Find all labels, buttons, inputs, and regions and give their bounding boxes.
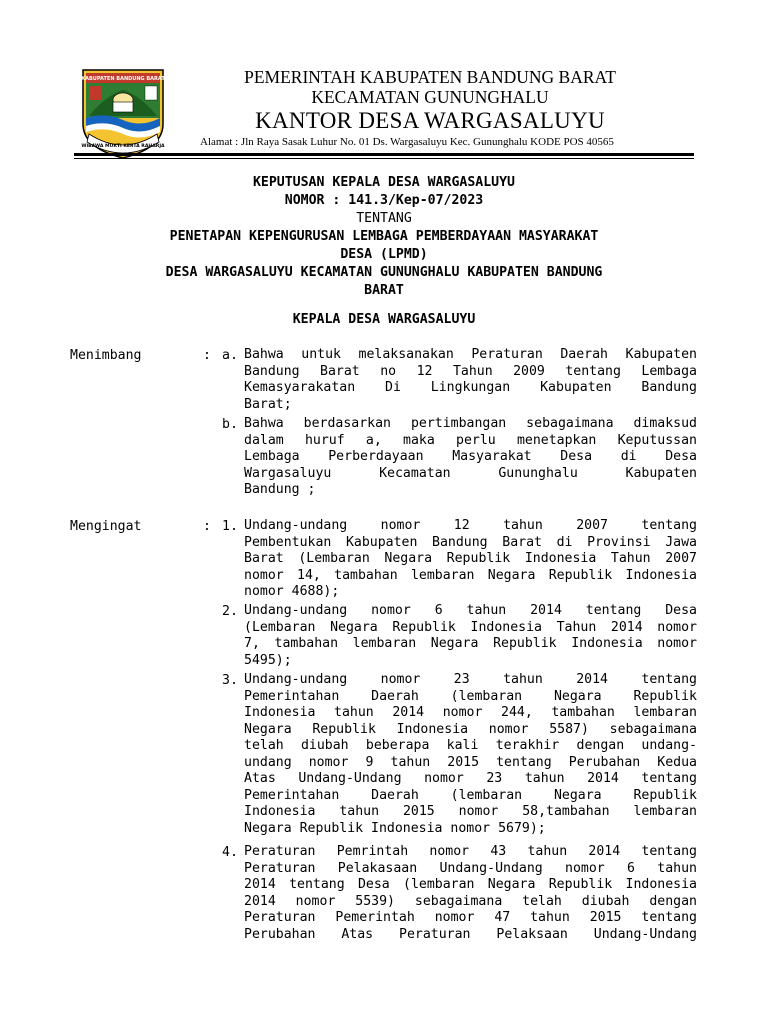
menimbang-colon: : bbox=[203, 348, 211, 363]
text-line: Lembaga Perberdayaan Masyarakat Desa di Desa bbox=[244, 449, 697, 464]
menimbang-item-marker: a. bbox=[222, 348, 238, 363]
mengingat-item-marker: 3. bbox=[222, 673, 238, 688]
mengingat-item-text bbox=[244, 672, 697, 837]
text-line: telah diubah beberapa kali terakhir dengan undang- bbox=[244, 738, 697, 753]
decree-subject-line-4: BARAT bbox=[364, 283, 404, 298]
mengingat-item-text bbox=[244, 603, 697, 669]
decree-subject-line-3: DESA WARGASALUYU KECAMATAN GUNUNGHALU KABUPATEN BANDUNG bbox=[165, 265, 603, 280]
text-line: nomor 14, tambahan lembaran Negara Republik Indonesia bbox=[244, 567, 697, 583]
text-line: nomor 4688); bbox=[244, 584, 340, 599]
mengingat-item-marker: 4. bbox=[222, 845, 238, 860]
text-line: 2014 nomor 5539) sebagaimana telah diubah dengan bbox=[244, 893, 697, 909]
logo-top-text: KABUPATEN BANDUNG BARAT bbox=[81, 76, 165, 82]
text-line: 7, tambahan lembaran Negara Republik Indonesia nomor bbox=[244, 636, 697, 651]
office-address: Alamat : Jln Raya Sasak Luhur No. 01 Ds. Wargasaluyu Kec. Gununghalu KODE POS 40565 bbox=[200, 136, 614, 148]
text-line: Kemasyarakatan Di Lingkungan Kabupaten Bandung bbox=[244, 380, 697, 395]
government-name: PEMERINTAH KABUPATEN BANDUNG BARAT bbox=[244, 67, 616, 87]
logo-motto-text: WIBAWA MUKTI KERTA RAHARJA bbox=[81, 144, 165, 149]
text-line: Pembentukan Kabupaten Bandung Barat di Provinsi Jawa bbox=[244, 534, 697, 550]
letterhead-thick-rule bbox=[74, 153, 694, 156]
menimbang-label: Menimbang bbox=[70, 348, 142, 363]
text-line: Indonesia tahun 2015 nomor 58,tambahan lembaran bbox=[244, 804, 697, 819]
district-name: KECAMATAN GUNUNGHALU bbox=[311, 87, 549, 107]
mengingat-item-text bbox=[244, 844, 697, 943]
text-line: Negara Republik Indonesia nomor 5679); bbox=[244, 820, 546, 836]
menimbang-item-text bbox=[244, 347, 697, 413]
decree-subject-line-2: DESA (LPMD) bbox=[340, 247, 428, 262]
regency-emblem-icon bbox=[75, 66, 171, 160]
text-line: Peraturan Pemerintah nomor 47 tahun 2015 tentang bbox=[244, 910, 697, 925]
text-line: Wargasaluyu Kecamatan Gununghalu Kabupaten bbox=[244, 465, 697, 481]
text-line: Bahwa untuk melaksanakan Peraturan Daerah Kabupaten bbox=[244, 347, 697, 362]
decree-title: KEPUTUSAN KEPALA DESA WARGASALUYU bbox=[252, 175, 515, 190]
letterhead-text bbox=[190, 68, 670, 149]
text-line: dalam huruf a, maka perlu menetapkan Keputussan bbox=[244, 432, 697, 448]
text-line: Bandung ; bbox=[244, 482, 316, 497]
text-line: Atas Undang-Undang nomor 23 tahun 2014 tentang bbox=[244, 771, 697, 786]
text-line: Peraturan Pemrintah nomor 43 tahun 2014 tentang bbox=[244, 844, 697, 859]
mengingat-label: Mengingat bbox=[70, 519, 142, 534]
decree-title-block bbox=[70, 174, 698, 300]
letterhead bbox=[0, 0, 768, 170]
office-name: KANTOR DESA WARGASALUYU bbox=[255, 108, 605, 133]
menimbang-item-marker: b. bbox=[222, 417, 238, 432]
mengingat-item-text bbox=[244, 518, 697, 601]
text-line: Barat (Lembaran Negara Republik Indonesia Tahun 2007 bbox=[244, 551, 697, 566]
text-line: undang nomor 9 tahun 2015 tentang Perubahan Kedua bbox=[244, 754, 697, 770]
text-line: (Lembaran Negara Republik Indonesia Tahun 2014 nomor bbox=[244, 619, 697, 635]
menimbang-item-text bbox=[244, 416, 697, 499]
decree-number: NOMOR : 141.3/Kep-07/2023 bbox=[284, 193, 484, 208]
text-line: Undang-undang nomor 12 tahun 2007 tentang bbox=[244, 518, 697, 533]
text-line: Peraturan Pelakasaan Undang-Undang nomor 6 tahun bbox=[244, 860, 697, 876]
text-line: Pemerintahan Daerah (lembaran Negara Republik bbox=[244, 688, 697, 704]
text-line: Undang-undang nomor 6 tahun 2014 tentang Desa bbox=[244, 603, 697, 618]
issuer-heading: KEPALA DESA WARGASALUYU bbox=[292, 312, 476, 327]
text-line: Indonesia tahun 2014 nomor 244, tambahan lembaran bbox=[244, 705, 697, 720]
text-line: Bandung Barat no 12 Tahun 2009 tentang Lembaga bbox=[244, 363, 697, 379]
text-line: Pemerintahan Daerah (lembaran Negara Republik bbox=[244, 787, 697, 803]
mengingat-item-marker: 2. bbox=[222, 604, 238, 619]
mengingat-item-marker: 1. bbox=[222, 519, 238, 534]
text-line: Barat; bbox=[244, 396, 292, 412]
text-line: Undang-undang nomor 23 tahun 2014 tentang bbox=[244, 672, 697, 687]
text-line: 5495); bbox=[244, 652, 292, 668]
decree-about: TENTANG bbox=[356, 211, 412, 226]
letterhead-thin-rule bbox=[74, 158, 694, 159]
text-line: Negara Republik Indonesia nomor 5587) sebagaimana bbox=[244, 721, 697, 737]
text-line: Bahwa berdasarkan pertimbangan sebagaimana dimaksud bbox=[244, 416, 697, 431]
text-line: 2014 tentang Desa (lembaran Negara Republik Indonesia bbox=[244, 877, 697, 892]
decree-subject-line-1: PENETAPAN KEPENGURUSAN LEMBAGA PEMBERDAYAAN MASYARAKAT bbox=[169, 229, 599, 244]
mengingat-colon: : bbox=[203, 519, 211, 534]
text-line: Perubahan Atas Peraturan Pelaksaan Undang-Undang bbox=[244, 926, 697, 942]
